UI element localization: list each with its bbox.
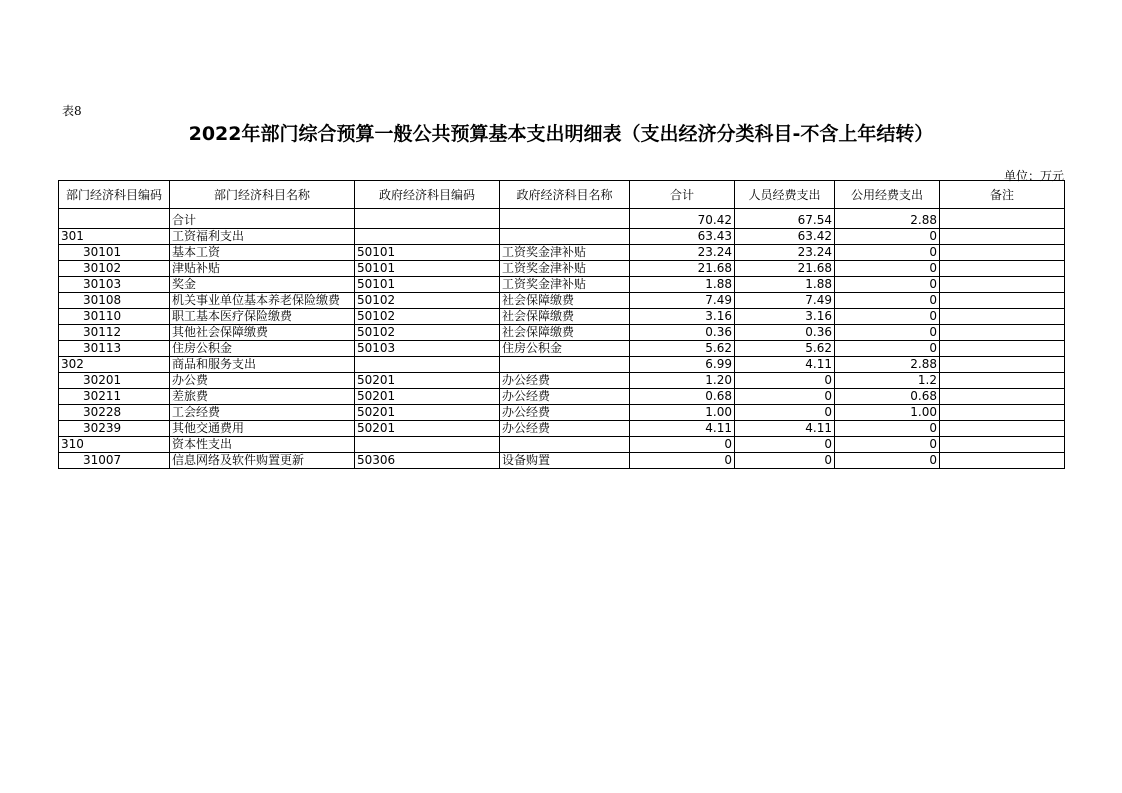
gov-code-cell: [355, 437, 500, 453]
dept-code-cell: 30108: [59, 293, 170, 309]
gov-code-cell: 50201: [355, 421, 500, 437]
table-row: [59, 437, 1065, 453]
public-expense-cell: 0: [835, 453, 940, 469]
note-cell: [940, 229, 1065, 245]
total-cell: 21.68: [630, 261, 735, 277]
gov-code-cell: 50101: [355, 261, 500, 277]
dept-name-cell: 资本性支出: [170, 437, 355, 453]
gov-name-cell: [500, 229, 630, 245]
dept-code-cell: 30239: [59, 421, 170, 437]
dept-name-cell: 商品和服务支出: [170, 357, 355, 373]
dept-name-cell: 奖金: [170, 277, 355, 293]
gov-name-cell: 工资奖金津补贴: [500, 245, 630, 261]
table-row: [59, 245, 1065, 261]
public-expense-cell: 1.00: [835, 405, 940, 421]
table-row: [59, 277, 1065, 293]
table-body: [59, 209, 1065, 469]
gov-code-cell: 50102: [355, 293, 500, 309]
gov-code-cell: 50103: [355, 341, 500, 357]
gov-code-cell: 50102: [355, 325, 500, 341]
note-cell: [940, 421, 1065, 437]
personnel-expense-cell: 7.49: [735, 293, 835, 309]
personnel-expense-cell: 0: [735, 373, 835, 389]
gov-name-cell: 社会保障缴费: [500, 293, 630, 309]
column-header: 公用经费支出: [835, 181, 940, 209]
note-cell: [940, 405, 1065, 421]
dept-code-cell: 30228: [59, 405, 170, 421]
public-expense-cell: 0: [835, 309, 940, 325]
personnel-expense-cell: 4.11: [735, 357, 835, 373]
total-cell: 4.11: [630, 421, 735, 437]
personnel-expense-cell: 0: [735, 437, 835, 453]
dept-code-cell: 30110: [59, 309, 170, 325]
note-cell: [940, 293, 1065, 309]
total-cell: 1.88: [630, 277, 735, 293]
gov-name-cell: 办公经费: [500, 373, 630, 389]
personnel-expense-cell: 21.68: [735, 261, 835, 277]
personnel-expense-cell: 1.88: [735, 277, 835, 293]
column-header: 人员经费支出: [735, 181, 835, 209]
note-cell: [940, 341, 1065, 357]
public-expense-cell: 0: [835, 437, 940, 453]
dept-code-cell: 301: [59, 229, 170, 245]
unit-label: 单位：万元: [1003, 169, 1064, 183]
note-cell: [940, 277, 1065, 293]
dept-name-cell: 机关事业单位基本养老保险缴费: [170, 293, 355, 309]
table-row: [59, 421, 1065, 437]
table-row: [59, 325, 1065, 341]
public-expense-cell: 2.88: [835, 209, 940, 229]
dept-name-cell: 差旅费: [170, 389, 355, 405]
note-cell: [940, 437, 1065, 453]
column-header: 备注: [940, 181, 1065, 209]
dept-name-cell: 信息网络及软件购置更新: [170, 453, 355, 469]
gov-name-cell: [500, 357, 630, 373]
note-cell: [940, 389, 1065, 405]
table-row: [59, 373, 1065, 389]
gov-code-cell: 50201: [355, 373, 500, 389]
note-cell: [940, 357, 1065, 373]
note-cell: [940, 245, 1065, 261]
total-cell: 5.62: [630, 341, 735, 357]
total-cell: 1.20: [630, 373, 735, 389]
public-expense-cell: 0: [835, 277, 940, 293]
public-expense-cell: 0: [835, 245, 940, 261]
personnel-expense-cell: 67.54: [735, 209, 835, 229]
dept-name-cell: 工会经费: [170, 405, 355, 421]
total-cell: 0.36: [630, 325, 735, 341]
table-row: [59, 405, 1065, 421]
column-header: 部门经济科目编码: [59, 181, 170, 209]
personnel-expense-cell: 0: [735, 405, 835, 421]
gov-code-cell: [355, 229, 500, 245]
total-cell: 1.00: [630, 405, 735, 421]
gov-code-cell: 50101: [355, 245, 500, 261]
note-cell: [940, 325, 1065, 341]
gov-code-cell: 50201: [355, 389, 500, 405]
personnel-expense-cell: 63.42: [735, 229, 835, 245]
dept-code-cell: 302: [59, 357, 170, 373]
column-header: 政府经济科目名称: [500, 181, 630, 209]
total-cell: 0.68: [630, 389, 735, 405]
gov-name-cell: 工资奖金津补贴: [500, 261, 630, 277]
total-cell: 23.24: [630, 245, 735, 261]
table-row: [59, 357, 1065, 373]
dept-code-cell: 30103: [59, 277, 170, 293]
public-expense-cell: 1.2: [835, 373, 940, 389]
public-expense-cell: 0: [835, 325, 940, 341]
dept-name-cell: 合计: [170, 209, 355, 229]
dept-code-cell: 30201: [59, 373, 170, 389]
gov-code-cell: [355, 209, 500, 229]
table-row: [59, 309, 1065, 325]
personnel-expense-cell: 4.11: [735, 421, 835, 437]
total-cell: 0: [630, 437, 735, 453]
total-cell: 3.16: [630, 309, 735, 325]
table-row: [59, 453, 1065, 469]
public-expense-cell: 0: [835, 293, 940, 309]
dept-name-cell: 津贴补贴: [170, 261, 355, 277]
table-header-row: [59, 181, 1065, 209]
gov-name-cell: 设备购置: [500, 453, 630, 469]
dept-name-cell: 基本工资: [170, 245, 355, 261]
dept-name-cell: 其他社会保障缴费: [170, 325, 355, 341]
gov-code-cell: 50306: [355, 453, 500, 469]
gov-name-cell: 社会保障缴费: [500, 309, 630, 325]
gov-code-cell: 50201: [355, 405, 500, 421]
column-header: 部门经济科目名称: [170, 181, 355, 209]
gov-name-cell: [500, 437, 630, 453]
personnel-expense-cell: 5.62: [735, 341, 835, 357]
gov-name-cell: 办公经费: [500, 421, 630, 437]
personnel-expense-cell: 0: [735, 453, 835, 469]
public-expense-cell: 0: [835, 261, 940, 277]
dept-code-cell: 30101: [59, 245, 170, 261]
public-expense-cell: 0.68: [835, 389, 940, 405]
gov-name-cell: [500, 209, 630, 229]
dept-name-cell: 工资福利支出: [170, 229, 355, 245]
dept-name-cell: 办公费: [170, 373, 355, 389]
table-row: [59, 293, 1065, 309]
note-cell: [940, 453, 1065, 469]
note-cell: [940, 309, 1065, 325]
personnel-expense-cell: 0: [735, 389, 835, 405]
public-expense-cell: 0: [835, 229, 940, 245]
dept-name-cell: 其他交通费用: [170, 421, 355, 437]
total-cell: 6.99: [630, 357, 735, 373]
gov-code-cell: 50101: [355, 277, 500, 293]
table-row: [59, 261, 1065, 277]
table-row-total: [59, 209, 1065, 229]
dept-code-cell: 30102: [59, 261, 170, 277]
table-row: [59, 389, 1065, 405]
total-cell: 63.43: [630, 229, 735, 245]
dept-code-cell: [59, 209, 170, 229]
gov-name-cell: 住房公积金: [500, 341, 630, 357]
table-row: [59, 229, 1065, 245]
dept-name-cell: 职工基本医疗保险缴费: [170, 309, 355, 325]
table-number-label: 表8: [62, 104, 82, 118]
page-title: 2022年部门综合预算一般公共预算基本支出明细表（支出经济分类科目-不含上年结转）: [188, 123, 934, 145]
budget-detail-table: [58, 180, 1065, 469]
gov-code-cell: 50102: [355, 309, 500, 325]
total-cell: 7.49: [630, 293, 735, 309]
dept-code-cell: 31007: [59, 453, 170, 469]
public-expense-cell: 2.88: [835, 357, 940, 373]
public-expense-cell: 0: [835, 341, 940, 357]
note-cell: [940, 209, 1065, 229]
personnel-expense-cell: 3.16: [735, 309, 835, 325]
note-cell: [940, 373, 1065, 389]
total-cell: 0: [630, 453, 735, 469]
gov-name-cell: 社会保障缴费: [500, 325, 630, 341]
table-row: [59, 341, 1065, 357]
gov-name-cell: 工资奖金津补贴: [500, 277, 630, 293]
gov-name-cell: 办公经费: [500, 389, 630, 405]
personnel-expense-cell: 0.36: [735, 325, 835, 341]
personnel-expense-cell: 23.24: [735, 245, 835, 261]
dept-code-cell: 30112: [59, 325, 170, 341]
gov-name-cell: 办公经费: [500, 405, 630, 421]
total-cell: 70.42: [630, 209, 735, 229]
dept-code-cell: 30211: [59, 389, 170, 405]
note-cell: [940, 261, 1065, 277]
dept-code-cell: 30113: [59, 341, 170, 357]
gov-code-cell: [355, 357, 500, 373]
public-expense-cell: 0: [835, 421, 940, 437]
column-header: 合计: [630, 181, 735, 209]
dept-name-cell: 住房公积金: [170, 341, 355, 357]
column-header: 政府经济科目编码: [355, 181, 500, 209]
dept-code-cell: 310: [59, 437, 170, 453]
